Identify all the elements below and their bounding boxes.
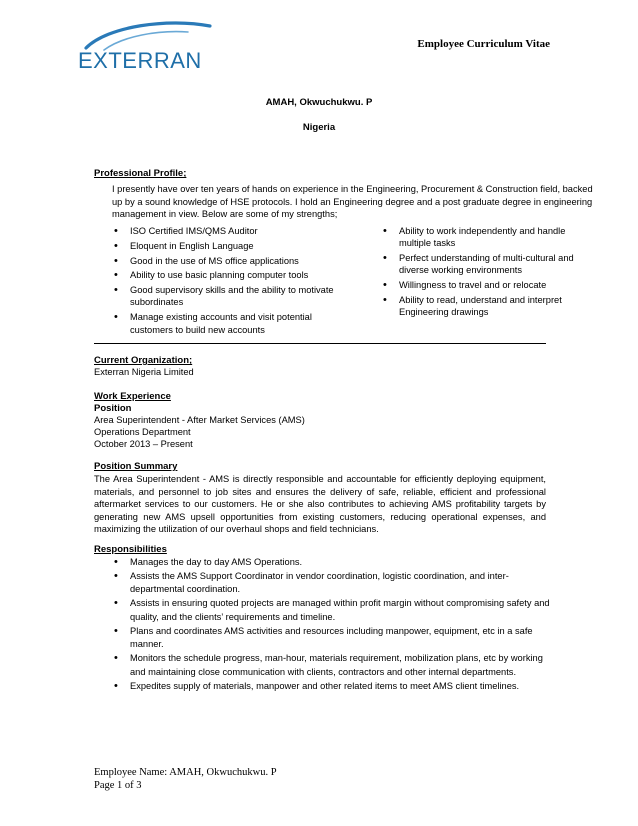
exterran-logo — [78, 20, 212, 72]
responsibilities-heading: Responsibilities — [94, 544, 167, 555]
department: Operations Department — [94, 427, 191, 437]
list-item: • Assists the AMS Support Coordinator in vendor coordination, logistic coordination, and inter-departmental coordination. — [112, 570, 552, 597]
list-item: • Expedites supply of materials, manpower and other related items to meet AMS client timelines. — [112, 680, 552, 694]
list-item: • ISO Certified IMS/QMS Auditor — [112, 225, 352, 237]
list-item: • Manage existing accounts and visit potential customers to build new accounts — [112, 311, 352, 336]
list-item: • Ability to work independently and handle multiple tasks — [381, 225, 599, 250]
position-heading: Position — [94, 403, 132, 414]
footer-employee-name: Employee Name: AMAH, Okwuchukwu. P — [94, 767, 277, 778]
employee-country: Nigeria — [302, 122, 336, 133]
profile-intro: I presently have over ten years of hands on experience in the Engineering, Procurement & Construction field, backed up by a sound knowledge of HSE protocols. I hold an Engineering degree and a post graduate degree in engineering management in view. Below are some of my strengths; — [112, 184, 593, 219]
position-summary-text: The Area Superintendent - AMS is directly responsible and accountable for efficiently deploying equipment, materials, and personnel to job sites and ensures the delivery of safe, reliable, efficient and professional aftermarket services to our customers. He or she also contributes to achieving AMS profitability targets by generating new AMS upsell opportunities from existing customers, reducing operational expenses, and maximizing the utilization of our overhaul shops and field technicians. — [94, 474, 546, 535]
list-item: • Willingness to travel and or relocate — [381, 279, 599, 291]
list-item: • Manages the day to day AMS Operations. — [112, 556, 552, 570]
list-item: • Ability to read, understand and interpret Engineering drawings — [381, 294, 599, 319]
list-item: • Good supervisory skills and the ability to motivate subordinates — [112, 284, 352, 309]
strengths-list-left — [112, 225, 352, 338]
document-title: Employee Curriculum Vitae — [417, 38, 550, 50]
section-divider — [94, 343, 546, 344]
page-footer — [94, 766, 277, 792]
footer-page-number: Page 1 of 3 — [94, 780, 142, 791]
list-item: • Monitors the schedule progress, man-hour, materials requirement, mobilization plans, etc by working and maintaining close communication with clients, contractors and other internal departments. — [112, 652, 552, 679]
work-experience-heading: Work Experience — [94, 391, 171, 402]
list-item: • Eloquent in English Language — [112, 240, 352, 252]
list-item: • Assists in ensuring quoted projects are managed within profit margin without compromising safety and quality, and the clients’ requirements and timeline. — [112, 597, 552, 624]
employment-period: October 2013 – Present — [94, 439, 193, 449]
professional-profile-heading: Professional Profile; — [94, 168, 187, 179]
list-item: • Perfect understanding of multi-cultural and diverse working environments — [381, 252, 599, 277]
list-item: • Good in the use of MS office applications — [112, 255, 352, 267]
employee-name: AMAH, Okwuchukwu. P — [265, 97, 373, 108]
svg-text:EXTERRAN: EXTERRAN — [78, 48, 202, 72]
strengths-list-right — [381, 225, 599, 321]
position-summary-heading: Position Summary — [94, 461, 178, 472]
list-item: • Plans and coordinates AMS activities and resources including manpower, equipment, etc in a safe manner. — [112, 625, 552, 652]
organization-name: Exterran Nigeria Limited — [94, 367, 194, 377]
responsibilities-list — [112, 556, 552, 694]
position-title: Area Superintendent - After Market Services (AMS) — [94, 415, 305, 425]
list-item: • Ability to use basic planning computer tools — [112, 269, 352, 281]
current-organization-heading: Current Organization; — [94, 355, 193, 366]
